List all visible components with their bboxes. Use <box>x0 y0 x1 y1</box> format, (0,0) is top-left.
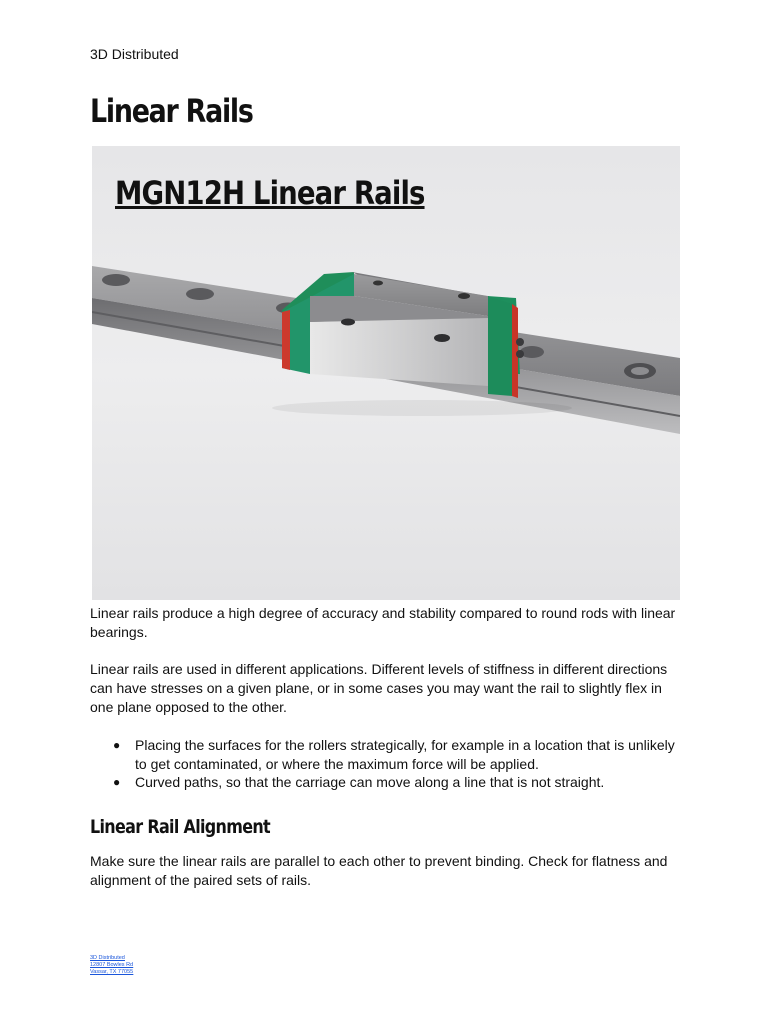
list-item <box>90 736 680 773</box>
page-header: 3D Distributed <box>90 46 179 62</box>
footer-line[interactable]: 3D Distributed <box>90 955 125 961</box>
section-heading: Linear Rail Alignment <box>90 816 270 838</box>
intro-paragraph: Linear rails produce a high degree of accuracy and stability compared to round rods with linear bearings. <box>90 605 676 640</box>
footer-address-link[interactable] <box>90 955 133 976</box>
footer-line[interactable]: Vassar, TX 77055 <box>90 969 134 975</box>
linear-rail-carriage-photo-icon <box>92 146 680 600</box>
page-title: Linear Rails <box>90 92 253 130</box>
linear-rail-photo <box>92 146 680 600</box>
list-item-text: Curved paths, so that the carriage can move along a line that is not straight. <box>135 774 605 790</box>
footer-line[interactable]: 12807 Bowles Rd <box>90 962 134 968</box>
list-item-text: Placing the surfaces for the rollers strategically, for example in a location that is unlikely to get contaminated, or where the maximum force will be applied. <box>135 737 675 772</box>
bullet-icon: ● <box>113 775 121 789</box>
list-item <box>90 773 680 792</box>
alignment-paragraph: Make sure the linear rails are parallel to each other to prevent binding. Check for flatness and alignment of the paired sets of rails. <box>90 853 668 888</box>
photo-caption: MGN12H Linear Rails <box>115 174 425 212</box>
applications-paragraph: Linear rails are used in different applications. Different levels of stiffness in different directions can have stresses on a given plane, or in some cases you may want the rail to slightly flex in one plane opposed to the other. <box>90 661 668 715</box>
bullet-icon: ● <box>113 738 121 752</box>
bullet-list <box>90 736 680 792</box>
